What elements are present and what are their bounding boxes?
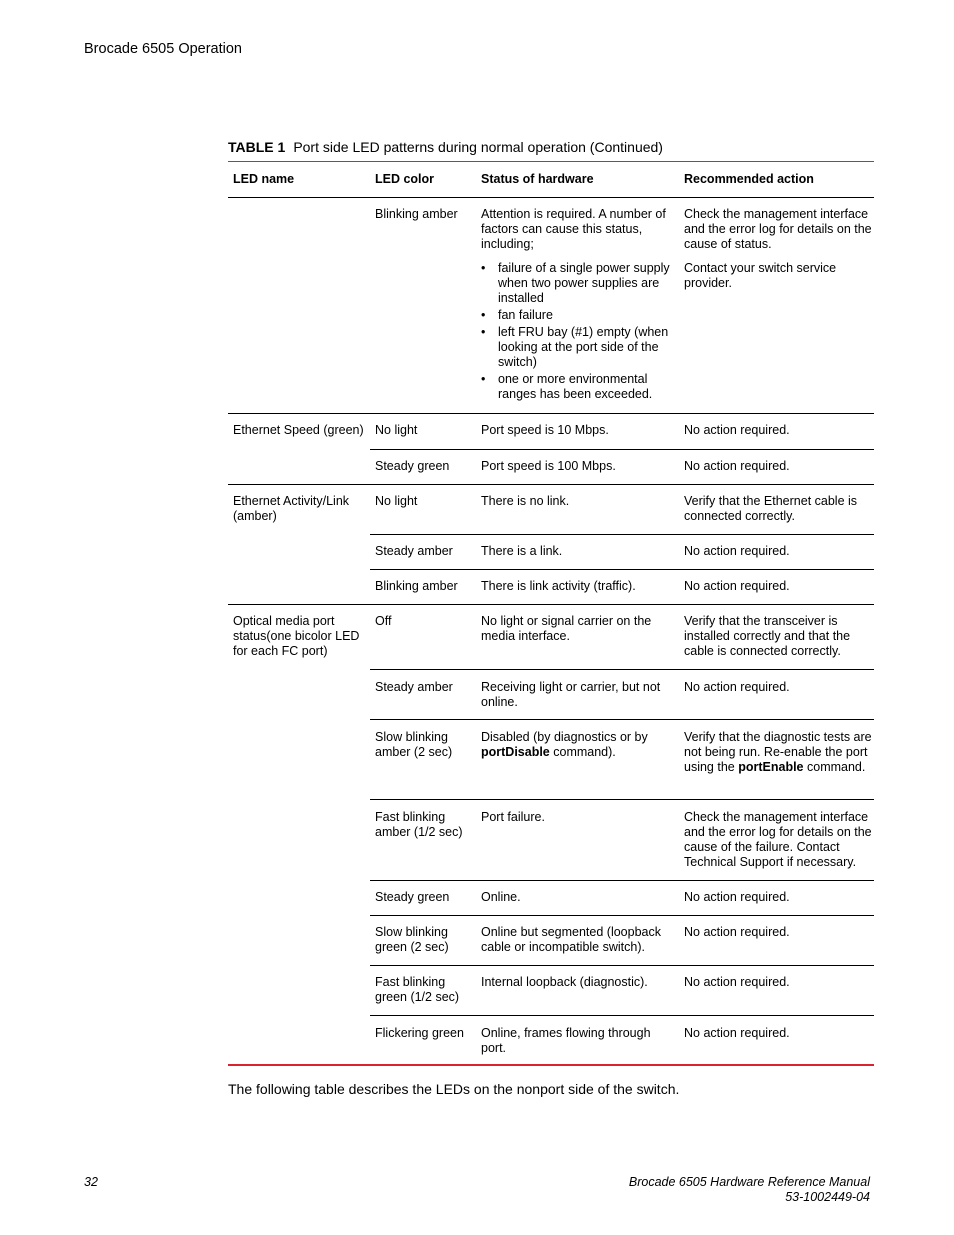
cell-action: No action required. bbox=[684, 544, 790, 558]
cell-status: There is link activity (traffic). bbox=[481, 579, 636, 593]
row-separator bbox=[228, 484, 874, 485]
cell-color: Steady amber bbox=[375, 544, 453, 558]
cell-action-secondary: Contact your switch service provider. bbox=[684, 261, 837, 290]
cell-status: There is no link. bbox=[481, 494, 570, 508]
cell-led-name: Ethernet Speed (green) bbox=[233, 423, 364, 437]
row-separator bbox=[370, 880, 874, 881]
list-item: • left FRU bay (#1) empty (when looking at the port side of the switch) bbox=[481, 325, 675, 370]
cell-status: Online but segmented (loopback cable or incompatible switch). bbox=[481, 925, 661, 954]
row-separator bbox=[370, 965, 874, 966]
cell-status: Port speed is 10 Mbps. bbox=[481, 423, 609, 437]
list-item: • failure of a single power supply when two power supplies are installed bbox=[481, 261, 675, 306]
row-separator bbox=[370, 669, 874, 670]
cell-status: No light or signal carrier on the media interface. bbox=[481, 614, 652, 643]
cell-action: No action required. bbox=[684, 579, 790, 593]
cell-color: Blinking amber bbox=[375, 207, 458, 221]
cell-action: Verify that the Ethernet cable is connected correctly. bbox=[684, 494, 858, 523]
table-title: Port side LED patterns during normal operation (Continued) bbox=[293, 139, 663, 155]
row-separator bbox=[370, 799, 874, 800]
row-separator bbox=[228, 604, 874, 605]
row-separator bbox=[228, 413, 874, 414]
cell-status: Internal loopback (diagnostic). bbox=[481, 975, 648, 989]
manual-title: Brocade 6505 Hardware Reference Manual bbox=[628, 1175, 870, 1189]
cell-color: Fast blinking amber (1/2 sec) bbox=[375, 810, 463, 839]
page-number: 32 bbox=[84, 1175, 98, 1189]
action-text-post: command. bbox=[803, 760, 866, 774]
cell-color: Off bbox=[375, 614, 392, 628]
cell-status bbox=[481, 730, 675, 760]
table-caption bbox=[228, 139, 663, 155]
cell-color: No light bbox=[375, 423, 418, 437]
status-text-post: command). bbox=[549, 745, 616, 759]
row-separator bbox=[370, 719, 874, 720]
cell-action: No action required. bbox=[684, 1026, 790, 1040]
list-item: • fan failure bbox=[481, 308, 675, 323]
cell-color: Steady green bbox=[375, 890, 450, 904]
cell-action: Verify that the transceiver is installed correctly and that the cable is connected correctly. bbox=[684, 614, 851, 658]
cell-status: Online. bbox=[481, 890, 521, 904]
cell-color: Steady amber bbox=[375, 680, 453, 694]
cell-color: Steady green bbox=[375, 459, 450, 473]
cell-action: No action required. bbox=[684, 975, 790, 989]
cell-color: Flickering green bbox=[375, 1026, 464, 1040]
cell-color: Slow blinking amber (2 sec) bbox=[375, 730, 453, 759]
cell-action: No action required. bbox=[684, 925, 790, 939]
cell-color: Slow blinking green (2 sec) bbox=[375, 925, 449, 954]
cell-action: Check the management interface and the error log for details on the cause of the failure. Contact Technical Support if necessary. bbox=[684, 810, 872, 869]
row-separator bbox=[370, 915, 874, 916]
row-separator bbox=[370, 449, 874, 450]
status-text-pre: Disabled (by diagnostics or by bbox=[481, 730, 648, 744]
cell-action bbox=[684, 730, 874, 775]
cell-status: Receiving light or carrier, but not online. bbox=[481, 680, 661, 709]
footer-title bbox=[629, 1175, 870, 1205]
col-header-led-color: LED color bbox=[375, 172, 435, 186]
cell-status: Port failure. bbox=[481, 810, 545, 824]
body-paragraph: The following table describes the LEDs on the nonport side of the switch. bbox=[228, 1081, 680, 1097]
row-separator bbox=[370, 1015, 874, 1016]
cell-status: There is a link. bbox=[481, 544, 563, 558]
cell-action: No action required. bbox=[684, 459, 790, 473]
cell-status-text: Attention is required. A number of factors can cause this status, including; bbox=[481, 207, 666, 251]
col-header-status: Status of hardware bbox=[481, 172, 594, 186]
table-bottom-rule bbox=[228, 1064, 874, 1066]
list-item: • one or more environmental ranges has been exceeded. bbox=[481, 372, 675, 402]
table-label: TABLE 1 bbox=[228, 139, 286, 155]
cell-status: Online, frames flowing through port. bbox=[481, 1026, 651, 1055]
table-top-rule bbox=[228, 161, 874, 162]
row-separator bbox=[370, 569, 874, 570]
row-separator bbox=[370, 534, 874, 535]
header-rule bbox=[228, 197, 874, 198]
action-text-pre: Verify that the diagnostic tests are not being run. Re-enable the port using the bbox=[684, 730, 872, 774]
command-port-enable: portEnable bbox=[738, 760, 804, 774]
doc-number: 53-1002449-04 bbox=[785, 1190, 870, 1204]
cell-action: No action required. bbox=[684, 423, 790, 437]
running-head: Brocade 6505 Operation bbox=[84, 41, 242, 57]
cell-color: No light bbox=[375, 494, 418, 508]
cell-color: Fast blinking green (1/2 sec) bbox=[375, 975, 460, 1004]
col-header-action: Recommended action bbox=[684, 172, 814, 186]
cell-status: Port speed is 100 Mbps. bbox=[481, 459, 616, 473]
col-header-led-name: LED name bbox=[233, 172, 295, 186]
cell-action: No action required. bbox=[684, 890, 790, 904]
status-bullet-list bbox=[481, 261, 675, 402]
cell-led-name: Optical media port status(one bicolor LED for each FC port) bbox=[233, 614, 360, 658]
cell-action: Check the management interface and the error log for details on the cause of status. bbox=[684, 207, 872, 251]
cell-action: No action required. bbox=[684, 680, 790, 694]
cell-status bbox=[481, 207, 675, 404]
command-port-disable: portDisable bbox=[481, 745, 550, 759]
cell-color: Blinking amber bbox=[375, 579, 458, 593]
cell-led-name: Ethernet Activity/Link (amber) bbox=[233, 494, 350, 523]
